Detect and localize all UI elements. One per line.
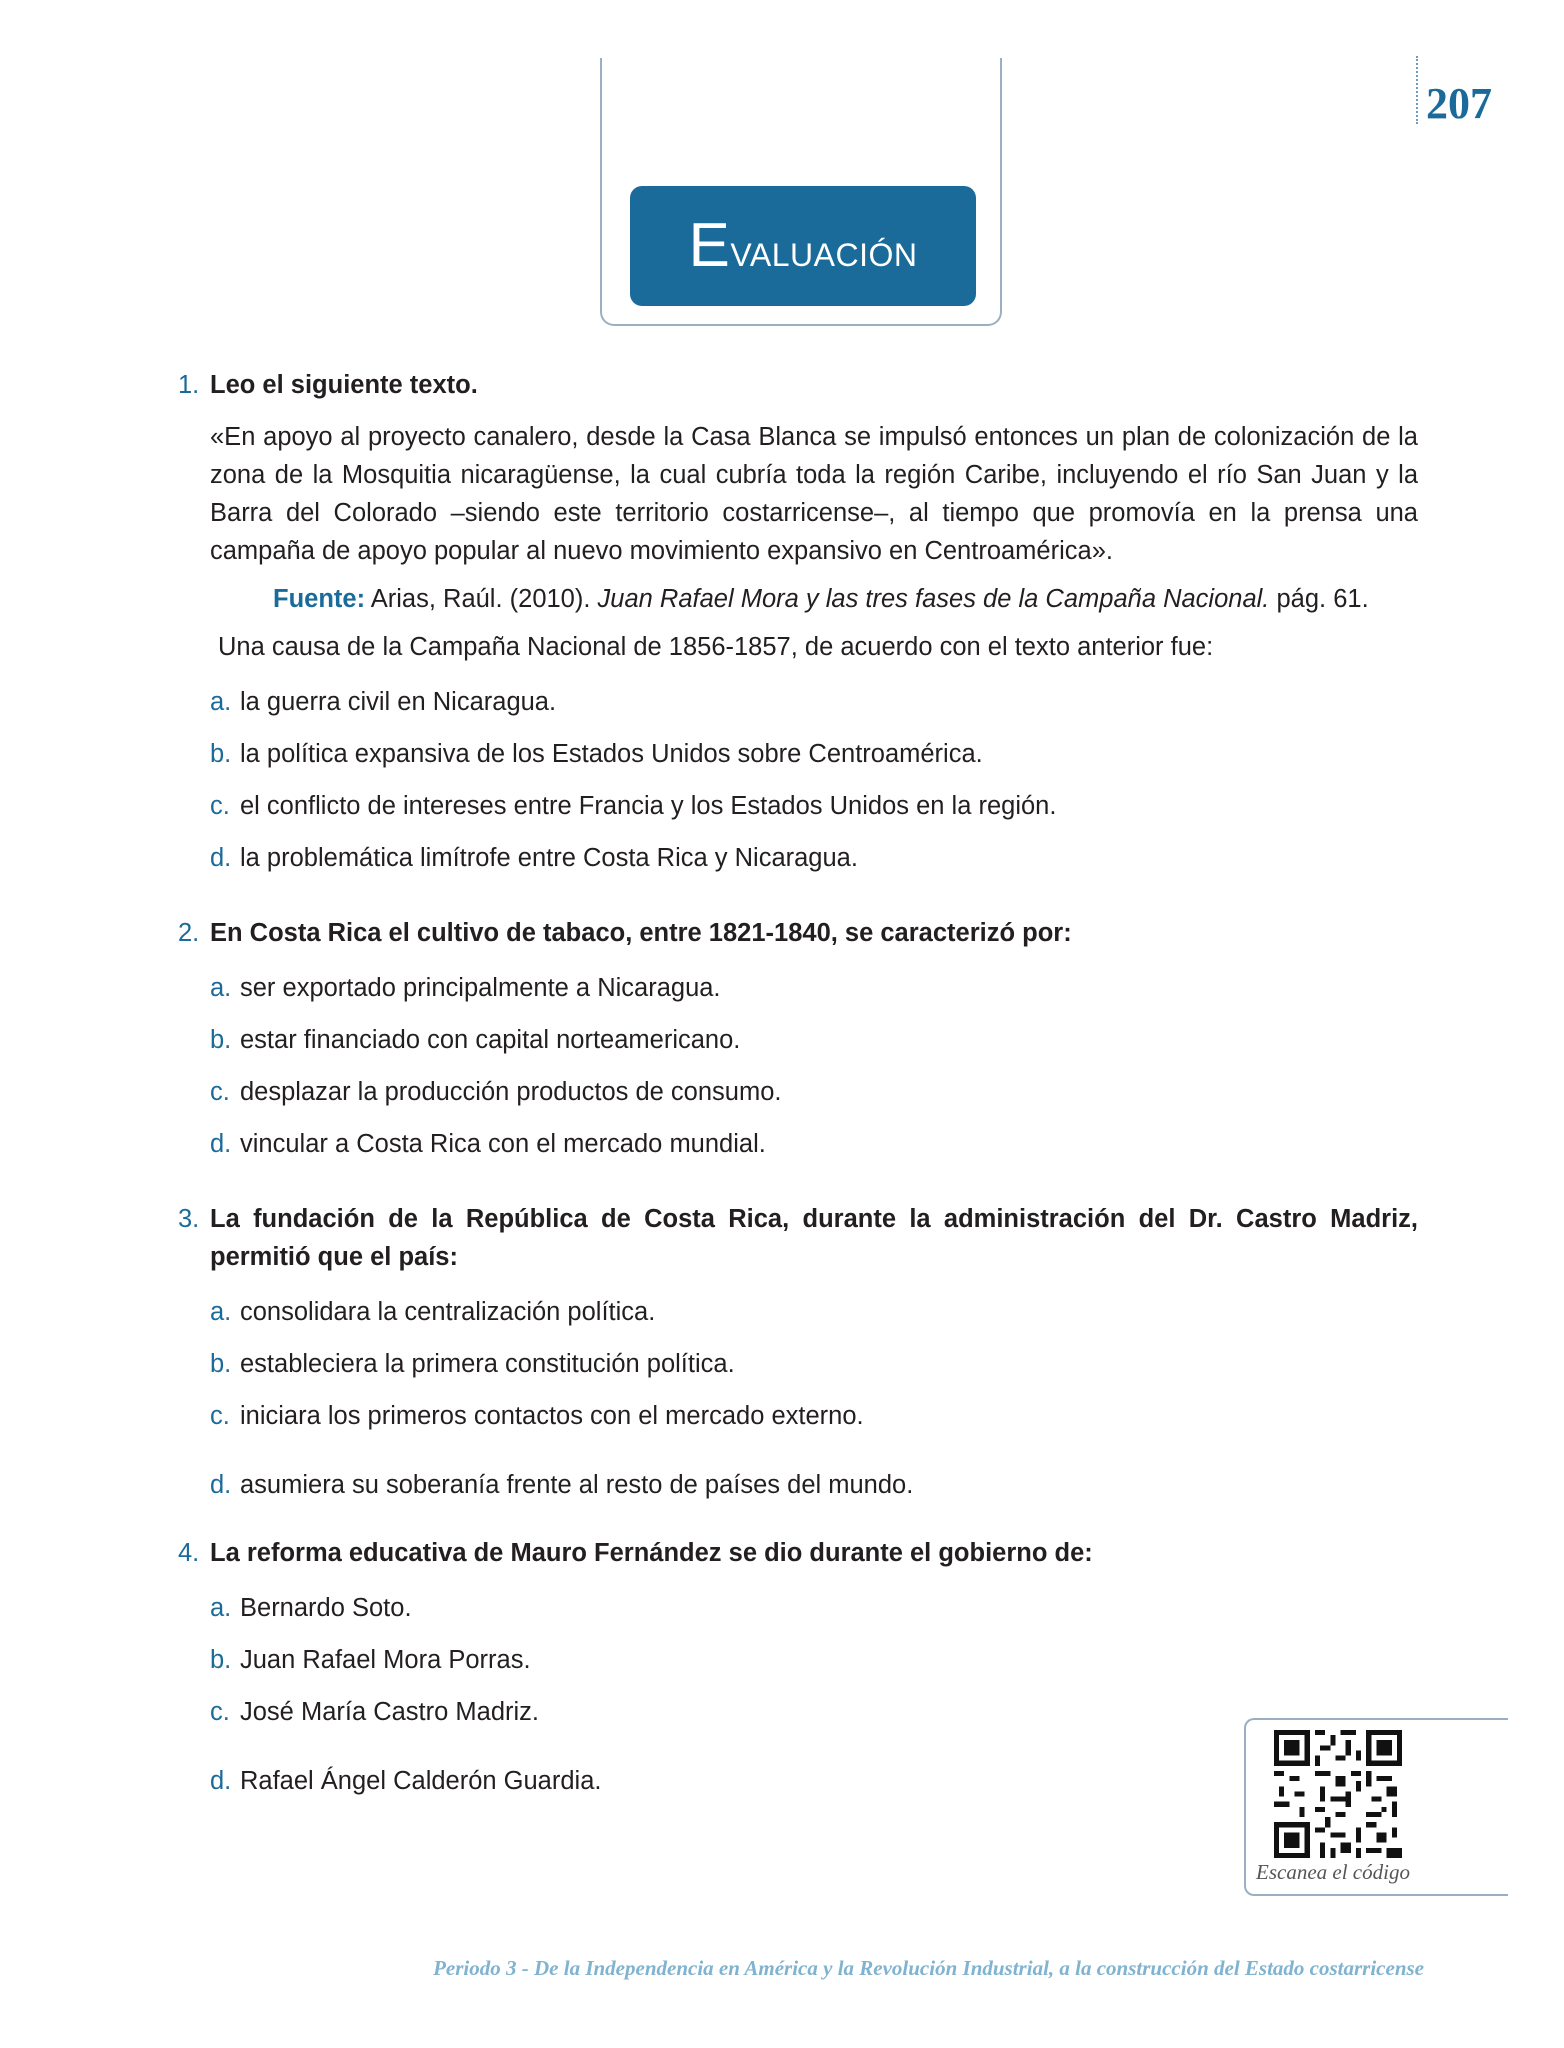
option-letter: b.	[210, 740, 232, 768]
option-b[interactable]	[210, 1634, 1418, 1686]
option-text: la problemática limítrofe entre Costa Rica y Nicaragua.	[240, 844, 858, 872]
option-text: estableciera la primera constitución política.	[240, 1350, 735, 1378]
option-b[interactable]	[210, 1338, 1418, 1390]
option-letter: c.	[210, 1698, 230, 1726]
option-text: ser exportado principalmente a Nicaragua.	[240, 974, 721, 1002]
question-number: 1.	[178, 371, 200, 399]
option-c[interactable]	[210, 1066, 1418, 1118]
option-c[interactable]	[210, 1686, 1418, 1738]
options-list	[210, 1582, 1418, 1800]
question-number: 3.	[178, 1205, 200, 1233]
option-text: la política expansiva de los Estados Unidos sobre Centroamérica.	[240, 740, 983, 768]
option-a[interactable]	[210, 1582, 1418, 1634]
question-prompt: Una causa de la Campaña Nacional de 1856-1857, de acuerdo con el texto anterior fue:	[218, 633, 1214, 661]
option-c[interactable]	[210, 780, 1418, 832]
option-letter: c.	[210, 792, 230, 820]
option-text: Rafael Ángel Calderón Guardia.	[240, 1767, 602, 1795]
evaluation-content	[178, 366, 1418, 1800]
option-c[interactable]	[210, 1390, 1418, 1442]
option-a[interactable]	[210, 962, 1418, 1014]
option-letter: d.	[210, 844, 232, 872]
page-title: Evaluación	[688, 211, 918, 280]
option-letter: a.	[210, 1594, 232, 1622]
source-author: Arias, Raúl. (2010).	[370, 585, 591, 613]
option-text: Juan Rafael Mora Porras.	[240, 1646, 531, 1674]
option-letter: a.	[210, 1298, 232, 1326]
options-list	[210, 962, 1418, 1170]
question-text: En Costa Rica el cultivo de tabaco, entre 1821-1840, se caracterizó por:	[210, 919, 1072, 947]
option-b[interactable]	[210, 728, 1418, 780]
page-footer: Periodo 3 - De la Independencia en América y la Revolución Industrial, a la construcción del Estado costarricense	[433, 1956, 1424, 1980]
option-d[interactable]	[210, 832, 1418, 884]
source-citation	[273, 580, 1418, 618]
option-text: Bernardo Soto.	[240, 1594, 412, 1622]
option-d[interactable]	[210, 1442, 1418, 1504]
option-text: José María Castro Madriz.	[240, 1698, 540, 1726]
quoted-text: «En apoyo al proyecto canalero, desde la Casa Blanca se impulsó entonces un plan de colonización de la zona de la Mosquitia nicaragüense, la cual cubría toda la región Caribe, incluyendo el río San Juan y la Barra del Colorado –siendo este territorio costarricense–, al tiempo que promovía en la prensa una campaña de apoyo popular al nuevo movimiento expansivo en Centroamérica».	[210, 423, 1418, 565]
page-number-divider	[1416, 56, 1418, 124]
question-1	[178, 366, 1418, 404]
question-text: Leo el siguiente texto.	[210, 371, 478, 399]
option-d[interactable]	[210, 1118, 1418, 1170]
option-text: iniciara los primeros contactos con el mercado externo.	[240, 1402, 864, 1430]
option-text: consolidara la centralización política.	[240, 1298, 656, 1326]
option-letter: b.	[210, 1350, 232, 1378]
option-d[interactable]	[210, 1738, 1418, 1800]
option-text: el conflicto de intereses entre Francia y los Estados Unidos en la región.	[240, 792, 1057, 820]
option-letter: c.	[210, 1078, 230, 1106]
question-text: La fundación de la República de Costa Rica, durante la administración del Dr. Castro Madriz, permitió que el país:	[210, 1205, 1418, 1271]
options-list	[210, 1286, 1418, 1504]
option-text: vincular a Costa Rica con el mercado mundial.	[240, 1130, 766, 1158]
option-text: asumiera su soberanía frente al resto de países del mundo.	[240, 1471, 914, 1499]
option-letter: b.	[210, 1026, 232, 1054]
source-page: pág. 61.	[1276, 585, 1369, 613]
option-letter: a.	[210, 974, 232, 1002]
qr-code-icon[interactable]	[1274, 1730, 1402, 1858]
option-letter: d.	[210, 1471, 232, 1499]
question-2	[178, 914, 1418, 952]
question-number: 4.	[178, 1539, 200, 1567]
option-a[interactable]	[210, 676, 1418, 728]
option-letter: c.	[210, 1402, 230, 1430]
qr-card[interactable]	[1244, 1718, 1508, 1896]
title-banner	[630, 186, 976, 306]
question-number: 2.	[178, 919, 200, 947]
question-text: La reforma educativa de Mauro Fernández se dio durante el gobierno de:	[210, 1539, 1093, 1567]
source-title: Juan Rafael Mora y las tres fases de la Campaña Nacional.	[597, 585, 1270, 613]
option-letter: b.	[210, 1646, 232, 1674]
option-letter: d.	[210, 1767, 232, 1795]
option-text: desplazar la producción productos de consumo.	[240, 1078, 782, 1106]
option-b[interactable]	[210, 1014, 1418, 1066]
question-3	[178, 1200, 1418, 1276]
question-4	[178, 1534, 1418, 1572]
qr-caption: Escanea el código	[1256, 1860, 1410, 1884]
option-a[interactable]	[210, 1286, 1418, 1338]
options-list	[210, 676, 1418, 884]
page-number: 207	[1426, 79, 1492, 128]
option-letter: d.	[210, 1130, 232, 1158]
option-letter: a.	[210, 688, 232, 716]
option-text: la guerra civil en Nicaragua.	[240, 688, 557, 716]
option-text: estar financiado con capital norteamericano.	[240, 1026, 741, 1054]
source-label: Fuente:	[273, 585, 366, 613]
